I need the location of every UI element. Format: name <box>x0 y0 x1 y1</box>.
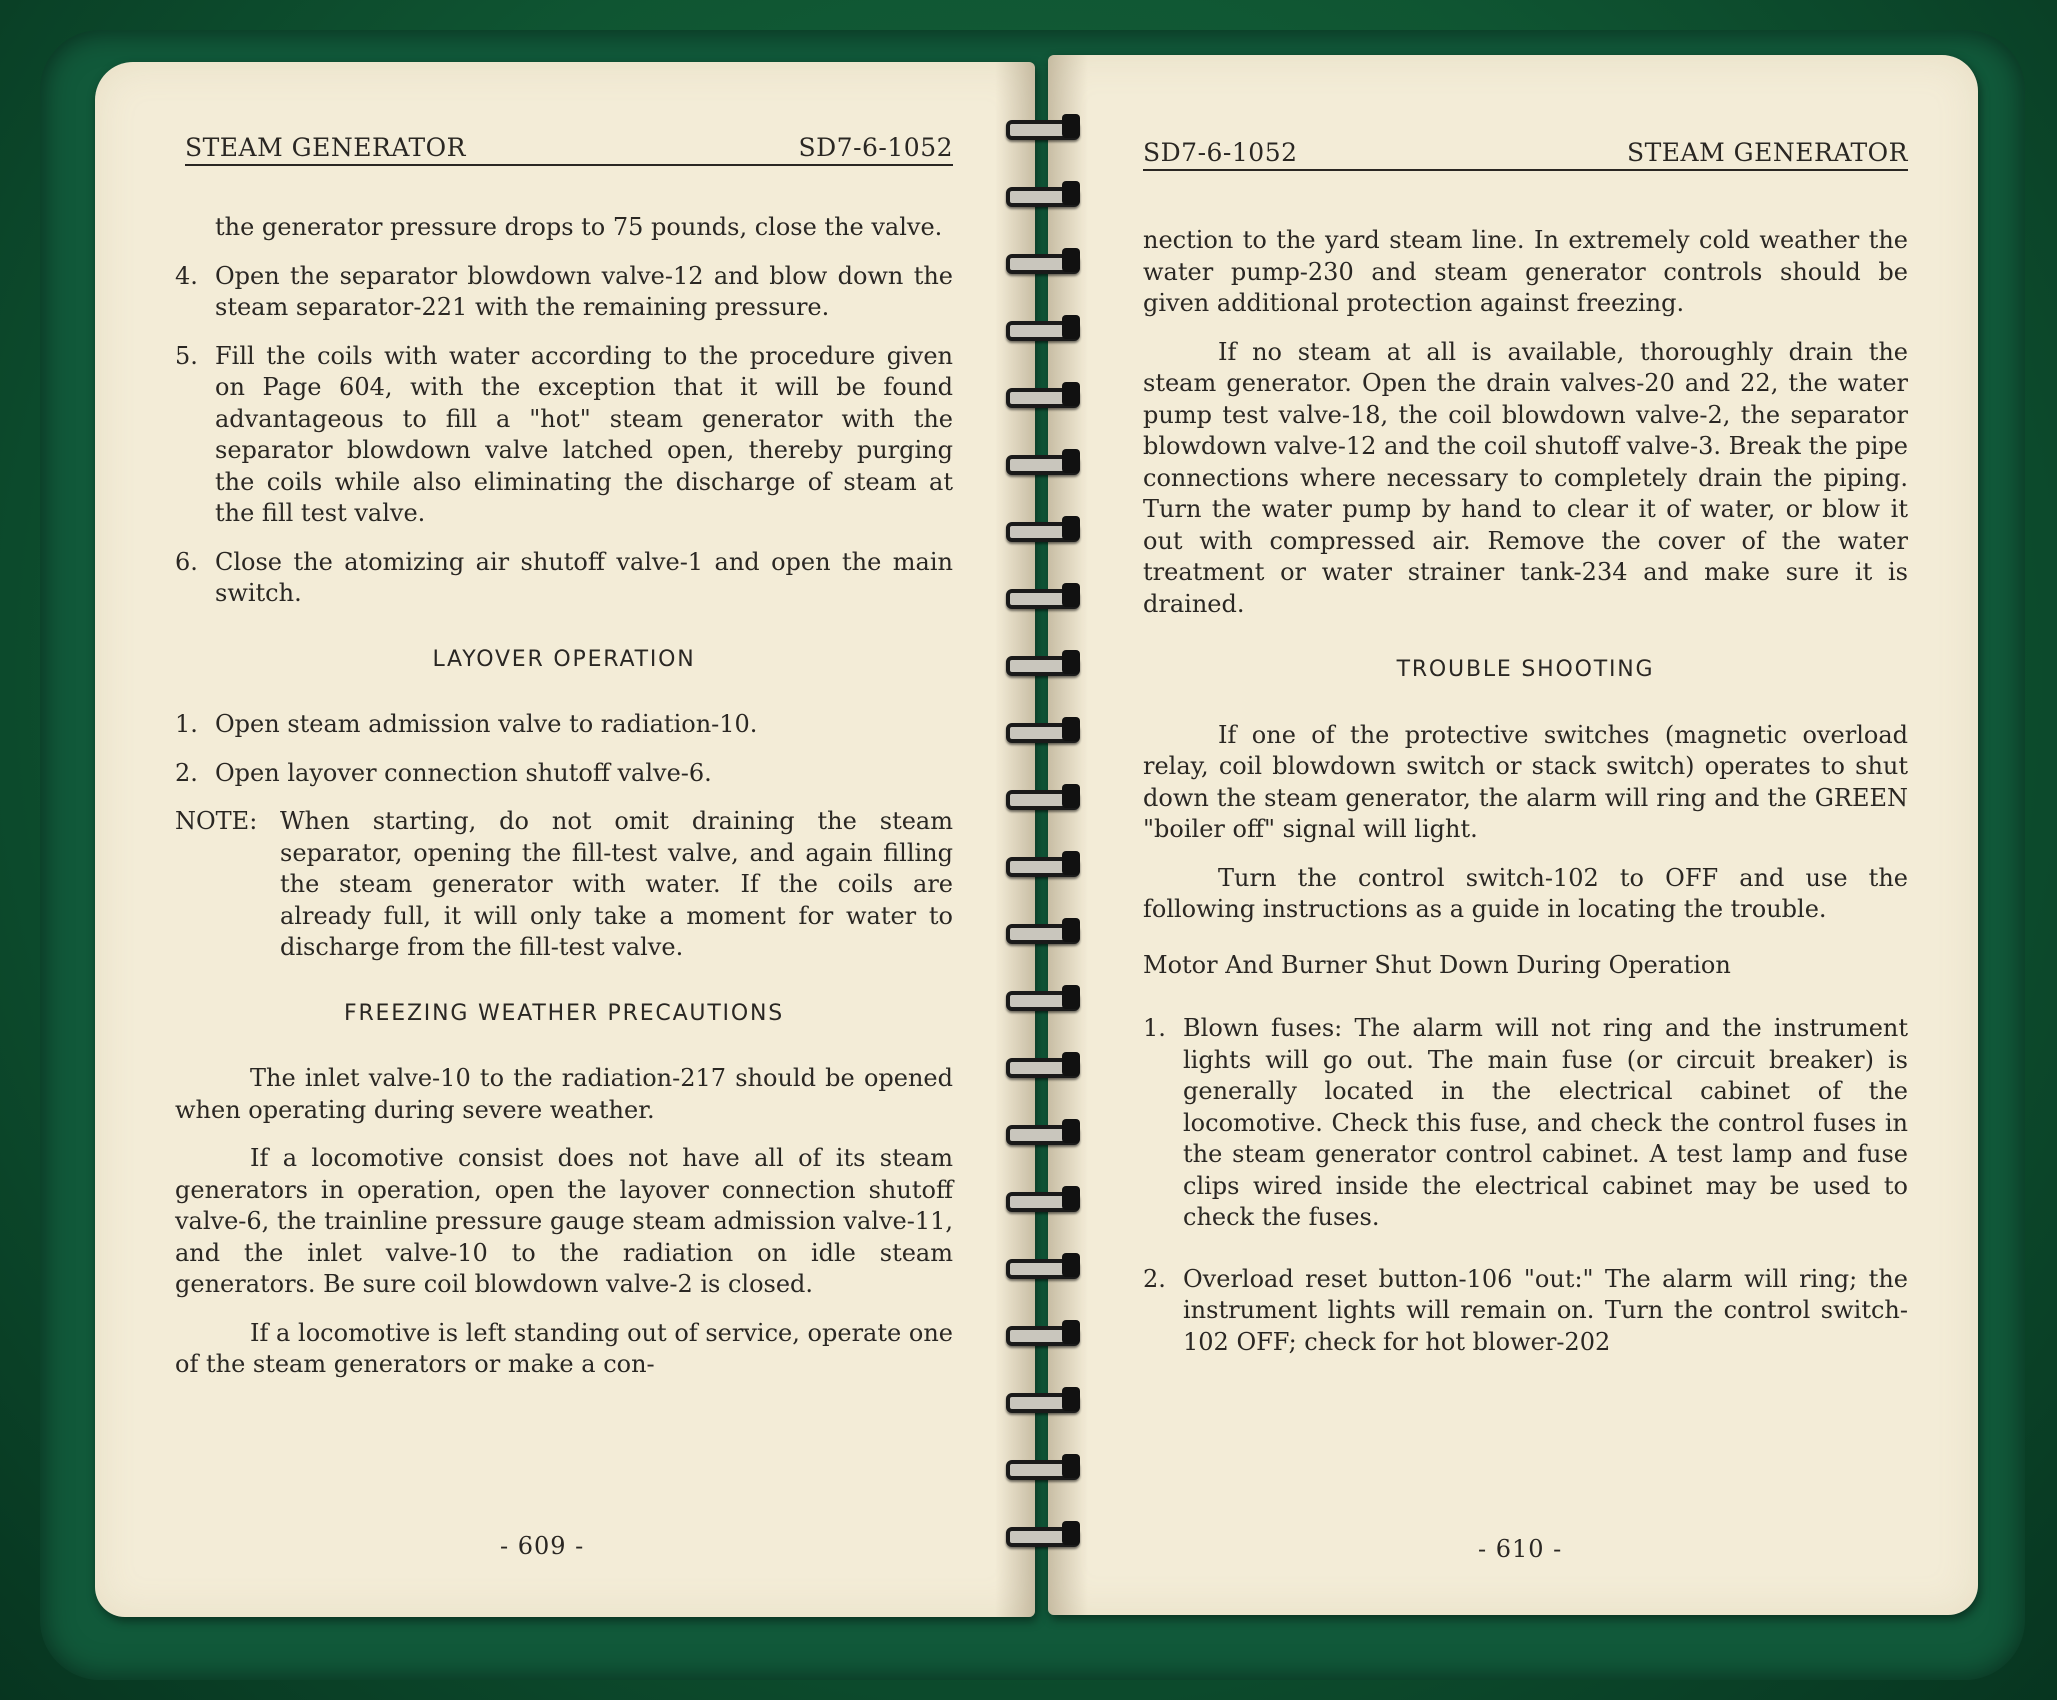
left-running-head <box>185 130 953 166</box>
spiral-coil <box>1002 916 1080 944</box>
paragraph: If a locomotive is left standing out of service, operate one of the steam generators or make a con- <box>175 1318 953 1378</box>
coil-end <box>1062 1186 1080 1210</box>
freezing-heading: FREEZING WEATHER PRECAUTIONS <box>344 1000 784 1026</box>
coil-end <box>1062 1454 1080 1478</box>
step-item <box>175 261 953 324</box>
spiral-coil <box>1002 1385 1080 1413</box>
coil-end <box>1062 181 1080 205</box>
right-page-number: - 610 - <box>1478 1535 1563 1563</box>
spiral-coil <box>1002 1184 1080 1212</box>
coil-end <box>1062 114 1080 138</box>
step-number: 6. <box>175 547 198 576</box>
coil-end <box>1062 1119 1080 1143</box>
spiral-coil <box>1002 179 1080 207</box>
trouble-item <box>1143 1264 1908 1359</box>
spiral-coil <box>1002 849 1080 877</box>
note-block <box>175 806 953 964</box>
spiral-coil <box>1002 1318 1080 1346</box>
coil-end <box>1062 1052 1080 1076</box>
layover-step-item <box>175 709 953 741</box>
spiral-coil <box>1002 581 1080 609</box>
left-running-head-title: STEAM GENERATOR <box>185 133 466 162</box>
left-page-number: - 609 - <box>500 1532 585 1560</box>
layover-step-item <box>175 758 953 790</box>
spiral-coil <box>1002 782 1080 810</box>
step-text: Fill the coils with water according to the procedure given on Page 604, with the exception that it will be found advantageous to fill a "hot" steam generator with the separator blowdown valve latched open, thereby purging the coils while also eliminating the discharge of steam at the fill test valve. <box>215 341 953 527</box>
coil-end <box>1062 918 1080 942</box>
right-running-head-title: STEAM GENERATOR <box>1627 138 1908 167</box>
coil-end <box>1062 583 1080 607</box>
coil-end <box>1062 851 1080 875</box>
step-text: Open the separator blowdown valve-12 and blow down the steam separator-221 with the remaining pressure. <box>215 261 953 321</box>
trouble-shooting-heading: TROUBLE SHOOTING <box>1396 657 1655 682</box>
coil-end <box>1062 784 1080 808</box>
coil-end <box>1062 1253 1080 1277</box>
item-number: 2. <box>1143 1264 1166 1293</box>
step-number: 1. <box>175 710 198 738</box>
spiral-coil <box>1002 983 1080 1011</box>
spiral-coil <box>1002 112 1080 140</box>
spiral-coil <box>1002 1452 1080 1480</box>
step-text: Close the atomizing air shutoff valve-1 and open the main switch. <box>215 547 953 607</box>
spiral-coil <box>1002 313 1080 341</box>
left-body <box>175 212 953 1398</box>
spiral-coil <box>1002 1117 1080 1145</box>
right-running-head-code: SD7-6-1052 <box>1143 138 1298 167</box>
note-text: When starting, do not omit draining the steam separator, opening the fill-test valve, and again filling the steam generator with water. If the coils are already full, it will only take a moment for water to discharge from the fill-test valve. <box>280 807 953 961</box>
left-running-head-code: SD7-6-1052 <box>798 133 953 162</box>
spiral-coil <box>1002 1050 1080 1078</box>
item-text: Overload reset button-106 "out:" The alarm will ring; the instrument lights will remain on. Turn the control switch-102 OFF; check for hot blower-202 <box>1183 1264 1908 1356</box>
right-continuation: nection to the yard steam line. In extremely cold weather the water pump-230 and steam generator controls should be given additional protection against freezing. <box>1143 226 1908 317</box>
coil-end <box>1062 650 1080 674</box>
item-number: 1. <box>1143 1014 1166 1042</box>
spiral-coil <box>1002 715 1080 743</box>
paragraph: Turn the control switch-102 to OFF and use the following instructions as a guide in locating the trouble. <box>1143 863 1908 923</box>
item-text: Blown fuses: The alarm will not ring and the instrument lights will go out. The main fuse (or circuit breaker) is generally located in the electrical cabinet of the locomotive. Check this fuse, and check the control fuses in the steam generator control cabinet. A test lamp and fuse clips wired inside the electrical cabinet may be used to check the fuses. <box>1183 1014 1908 1231</box>
step-number: 2. <box>175 758 198 787</box>
paragraph: If one of the protective switches (magnetic overload relay, coil blowdown switch or stack switch) operates to shut down the steam generator, the alarm will ring and the GREEN "boiler off" signal will light. <box>1143 720 1908 843</box>
step-item <box>175 547 953 610</box>
step-text: Open layover connection shutoff valve-6. <box>215 758 712 787</box>
step-text: Open steam admission valve to radiation-10. <box>215 710 758 738</box>
coil-end <box>1062 717 1080 741</box>
step-number: 5. <box>175 341 198 370</box>
note-label: NOTE: <box>175 807 258 835</box>
step-item <box>175 341 953 530</box>
coil-end <box>1062 315 1080 339</box>
right-running-head <box>1143 135 1908 171</box>
spiral-coil <box>1002 1519 1080 1547</box>
left-continuation: the generator pressure drops to 75 pounds, close the valve. <box>215 213 943 241</box>
coil-end <box>1062 1521 1080 1545</box>
right-body <box>1143 225 1908 1375</box>
paragraph: If a locomotive consist does not have all of its steam generators in operation, open the layover connection shutoff valve-6, the trainline pressure gauge steam admission valve-11, and the inlet valve-10 to the radiation on idle steam generators. Be sure coil blowdown valve-2 is closed. <box>175 1144 953 1298</box>
coil-end <box>1062 248 1080 272</box>
spiral-coil <box>1002 1251 1080 1279</box>
spiral-coil <box>1002 246 1080 274</box>
coil-end <box>1062 1387 1080 1411</box>
spiral-coil <box>1002 514 1080 542</box>
spiral-coil <box>1002 648 1080 676</box>
coil-end <box>1062 516 1080 540</box>
coil-end <box>1062 1320 1080 1344</box>
right-page <box>1048 55 1978 1615</box>
step-number: 4. <box>175 261 198 290</box>
subheading: Motor And Burner Shut Down During Operation <box>1143 950 1731 979</box>
paragraph: The inlet valve-10 to the radiation-217 should be opened when operating during severe weather. <box>175 1064 953 1124</box>
paragraph: If no steam at all is available, thoroughly drain the steam generator. Open the drain valves-20 and 22, the water pump test valve-18, the coil blowdown valve-2, the separator blowdown valve-12 and the coil shutoff valve-3. Break the pipe connections where necessary to completely drain the piping. Turn the water pump by hand to clear it of water, or blow it out with compressed air. Remove the cover of the water treatment or water strainer tank-234 and make sure it is drained. <box>1143 337 1908 618</box>
spiral-binding <box>1002 112 1082 1562</box>
coil-end <box>1062 382 1080 406</box>
trouble-item <box>1143 1013 1908 1234</box>
coil-end <box>1062 449 1080 473</box>
layover-heading: LAYOVER OPERATION <box>432 646 696 672</box>
coil-end <box>1062 985 1080 1009</box>
spiral-coil <box>1002 380 1080 408</box>
spiral-coil <box>1002 447 1080 475</box>
left-page <box>95 62 1035 1617</box>
